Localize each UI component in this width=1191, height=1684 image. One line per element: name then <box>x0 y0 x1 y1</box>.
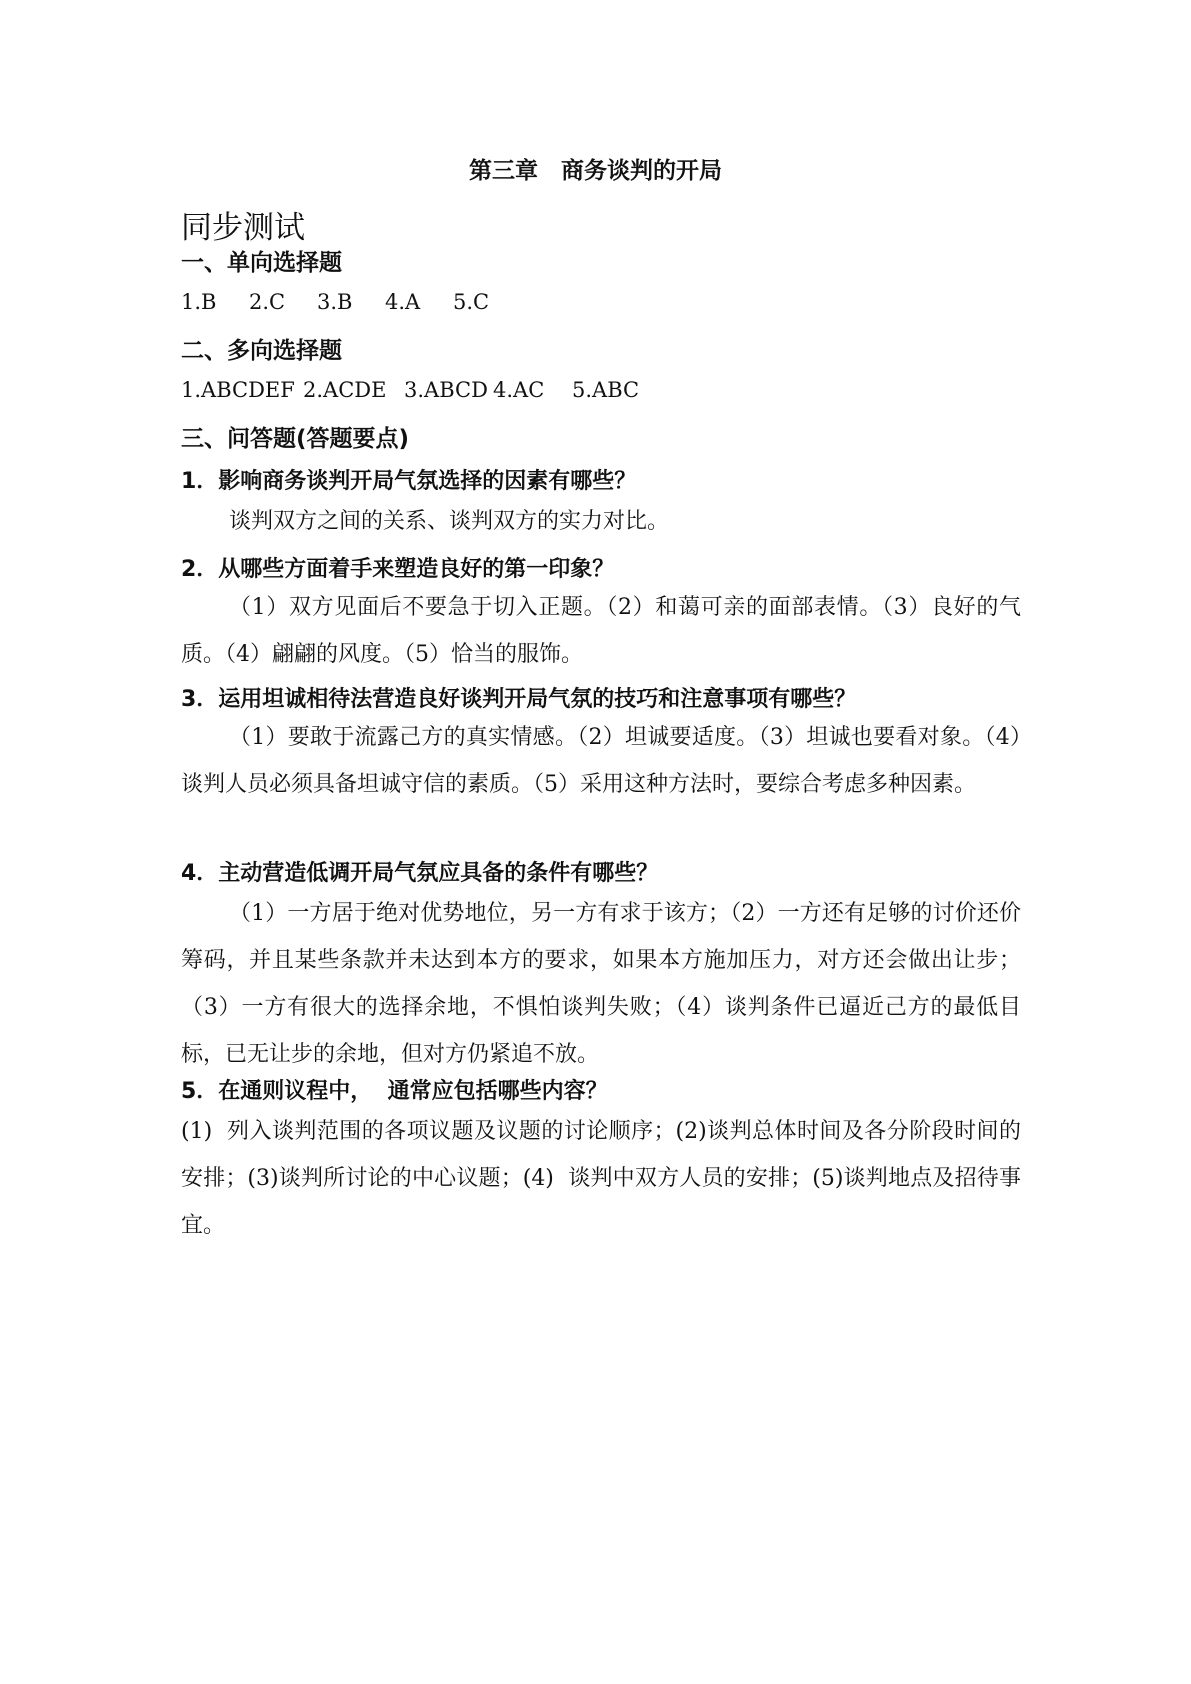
sync-test-title: 同步测试 <box>181 210 305 246</box>
answer-item: 2.C <box>249 290 286 314</box>
question-4: 4．主动营造低调开局气氛应具备的条件有哪些？ <box>181 861 659 886</box>
answer-2: （1）双方见面后不要急于切入正题。（2）和蔼可亲的面部表情。（3）良好的气质。（4）翩翩的风度。（5）恰当的服饰。 <box>181 595 1021 667</box>
answer-1: 谈判双方之间的关系、谈判双方的实力对比。 <box>229 509 670 534</box>
answer-item: 2.ACDE <box>303 378 387 402</box>
answer-5: (1) 列入谈判范围的各项议题及议题的讨论顺序；(2)谈判总体时间及各分阶段时间的安排；(3)谈判所讨论的中心议题；(4) 谈判中双方人员的安排；(5)谈判地点及招待事宜。 <box>181 1119 1021 1238</box>
question-5: 5．在通则议程中， 通常应包括哪些内容？ <box>181 1079 608 1104</box>
section2-heading: 二、多向选择题 <box>181 338 342 364</box>
answer-item: 3.ABCD <box>404 378 488 402</box>
answer-item: 4.A <box>385 290 421 314</box>
question-1: 1．影响商务谈判开局气氛选择的因素有哪些？ <box>181 469 637 494</box>
answer-3: （1）要敢于流露己方的真实情感。（2）坦诚要适度。（3）坦诚也要看对象。（4）谈判人员必须具备坦诚守信的素质。（5）采用这种方法时，要综合考虑多种因素。 <box>181 725 1021 797</box>
section1-answers <box>181 290 1021 314</box>
question-2: 2．从哪些方面着手来塑造良好的第一印象？ <box>181 557 615 582</box>
section3-heading: 三、问答题(答题要点) <box>181 426 410 452</box>
answer-item: 5.ABC <box>572 378 640 402</box>
answer-item: 5.C <box>453 290 490 314</box>
answer-item: 1.ABCDEF <box>181 378 295 402</box>
answer-4: （1）一方居于绝对优势地位，另一方有求于该方；（2）一方还有足够的讨价还价筹码，并且某些条款并未达到本方的要求，如果本方施加压力，对方还会做出让步；（3）一方有很大的选择余地，不惧怕谈判失败；（4）谈判条件已逼近己方的最低目标，已无让步的余地，但对方仍紧追不放。 <box>181 901 1021 1067</box>
answer-item: 4.AC <box>493 378 545 402</box>
answer-item: 3.B <box>317 290 353 314</box>
chapter-title: 第三章 商务谈判的开局 <box>469 158 722 184</box>
section2-answers <box>181 378 1021 402</box>
question-3: 3．运用坦诚相待法营造良好谈判开局气氛的技巧和注意事项有哪些？ <box>181 687 857 712</box>
section1-heading: 一、单向选择题 <box>181 250 342 276</box>
answer-item: 1.B <box>181 290 217 314</box>
